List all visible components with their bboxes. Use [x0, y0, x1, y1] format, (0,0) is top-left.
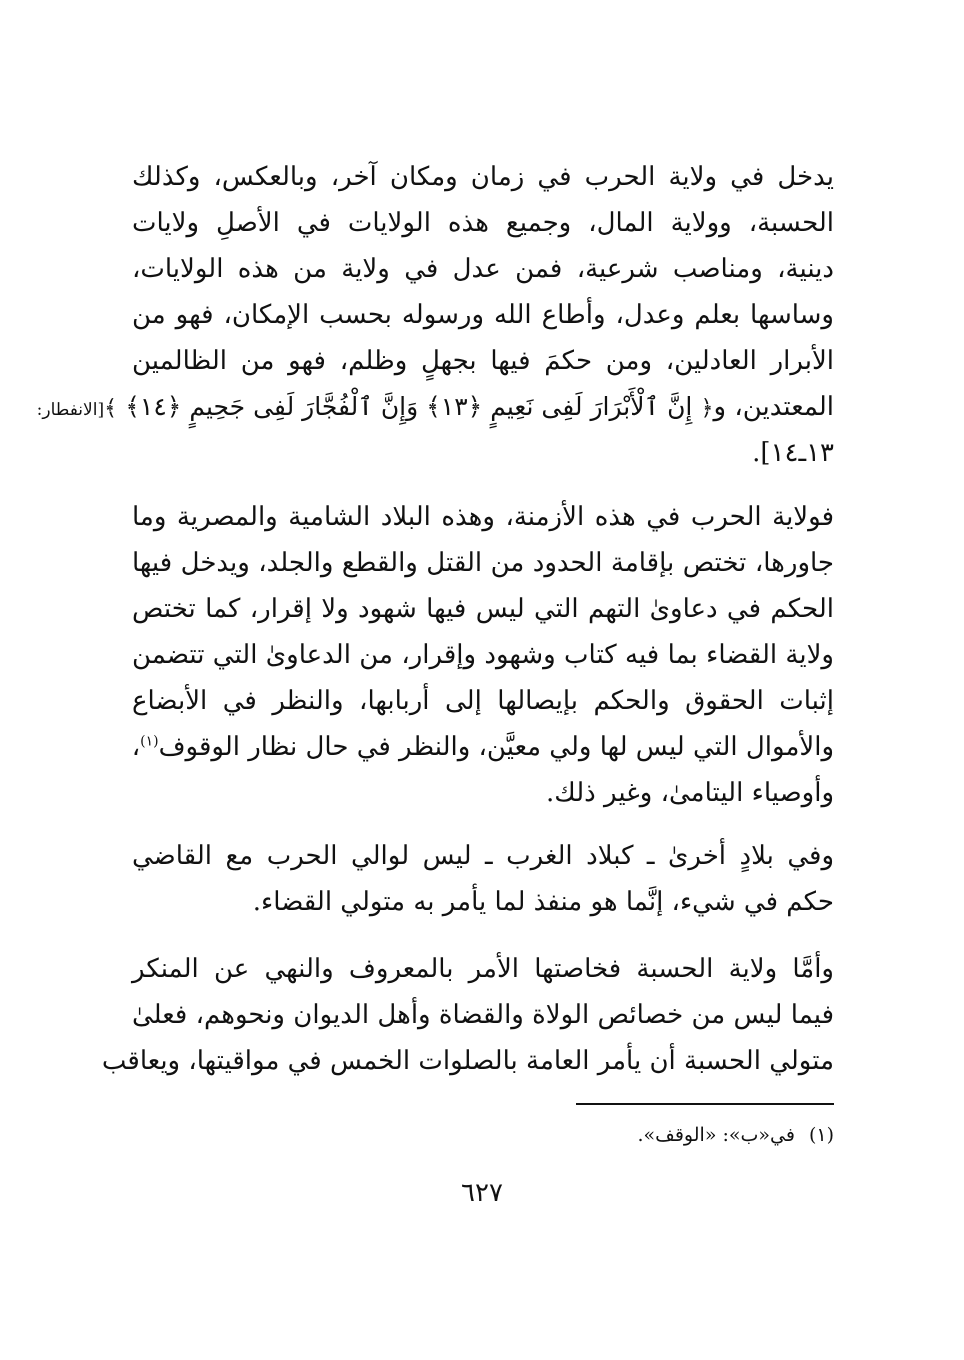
paragraph-1 [36, 154, 834, 476]
text-line: الأبرار العادلين، ومن حكمَ فيها بجهلٍ وظلم، فهو من الظالمين [132, 346, 834, 376]
text-line: ١٣ـ١٤]. [752, 438, 834, 468]
quran-open-bracket: ﴿ [700, 396, 714, 421]
text-line: دينية، ومناصب شرعية، فمن عدل في ولاية من هذه الولايات، [132, 254, 834, 284]
text-line: فولاية الحرب في هذه الأزمنة، وهذه البلاد الشامية والمصرية وما [132, 502, 834, 532]
text-line: ولاية القضاء بما فيه كتاب وشهود وإقرار، من الدعاوىٰ التي تتضمن [132, 640, 834, 670]
text-line: الحسبة، وولاية المال، وجميع هذه الولايات في الأصلِ ولايات [132, 208, 834, 238]
text-line: وأمَّا ولاية الحسبة فخاصتها الأمر بالمعروف والنهي عن المنكر [132, 954, 834, 984]
text-line: يدخل في ولاية الحرب في زمان ومكان آخر، وبالعكس، وكذلك [132, 162, 834, 192]
footnote-divider [576, 1103, 834, 1105]
text-line: متولي الحسبة أن يأمر العامة بالصلوات الخمس في مواقيتها، ويعاقب [101, 1046, 834, 1076]
footnote [638, 1120, 834, 1150]
text-line: الحكم في دعاوىٰ التهم التي ليس فيها شهود ولا إقرار، كما تختص [132, 594, 834, 624]
footnoted-line [132, 724, 834, 770]
text-line: وأوصياء اليتامىٰ، وغير ذلك. [546, 778, 834, 808]
verse-reference: [الانفطار: [36, 400, 105, 420]
quran-close-bracket: ﴾ [104, 396, 117, 421]
paragraph-4 [101, 946, 834, 1084]
paragraph-3 [132, 833, 834, 925]
verse-line [36, 384, 834, 430]
text-segment: ، [131, 732, 141, 762]
text-line: وفي بلادٍ أخرىٰ ـ كبلاد الغرب ـ ليس لوالي الحرب مع القاضي [132, 841, 834, 871]
footnote-number: (١) [808, 1124, 834, 1146]
text-line: وساسها بعلم وعدل، وأطاع الله ورسوله بحسب الإمكان، فهو من [132, 300, 834, 330]
page-number: ٦٢٧ [461, 1178, 503, 1208]
footnote-reference-mark[interactable]: (١) [140, 733, 159, 750]
verse-lead-text: المعتدين، و [713, 392, 834, 422]
text-line: إثبات الحقوق والحكم بإيصالها إلى أربابها، والنظر في الأبضاع [132, 686, 834, 716]
text-segment: والأموال التي ليس لها ولي معيَّن، والنظر في حال نظار الوقوف [158, 732, 834, 762]
text-line: جاورها، تختص بإقامة الحدود من القتل والقطع والجلد، ويدخل فيها [132, 548, 834, 578]
footnote-text: في«ب»: «الوقف». [637, 1124, 795, 1146]
paragraph-2 [132, 494, 834, 816]
text-line: فيما ليس من خصائص الولاة والقضاة وأهل الديوان ونحوهم، فعلىٰ [132, 1000, 834, 1030]
quran-verse: إِنَّ ٱلْأَبْرَارَ لَفِى نَعِيمٍ ﴿١٣﴾ وَإِنَّ ٱلْفُجَّارَ لَفِى جَحِيمٍ ﴿١٤﴾ [125, 392, 693, 421]
text-line: حكم في شيء، إنَّما هو منفذ لما يأمر به متولي القضاء. [252, 887, 834, 917]
